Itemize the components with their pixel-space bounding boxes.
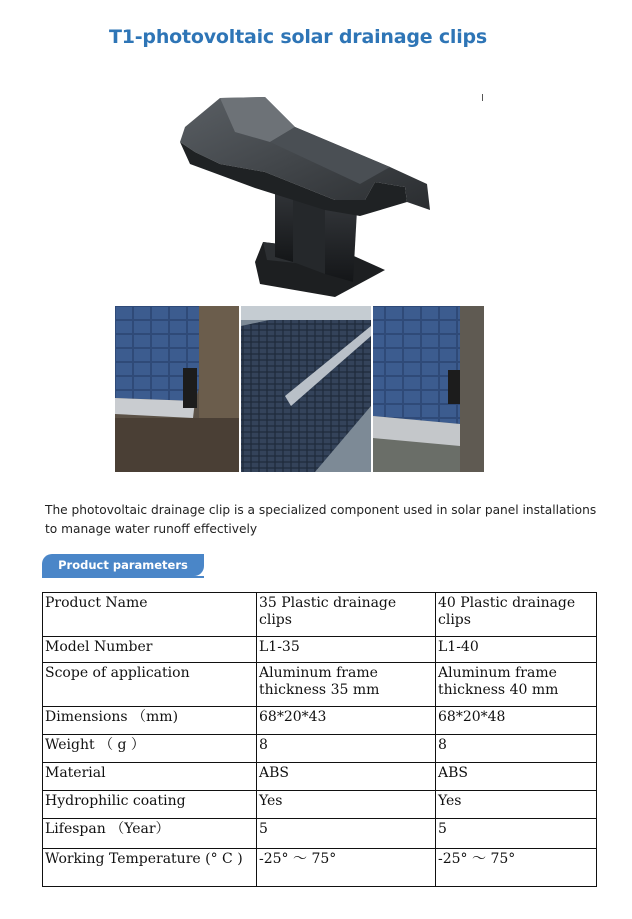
header-cell: Product Name <box>43 593 257 637</box>
installation-photos <box>115 306 484 472</box>
photo-panel-edge-left <box>115 306 239 472</box>
section-underline <box>42 576 204 578</box>
row-value: ABS <box>257 763 436 791</box>
row-label: Weight （ g ） <box>43 735 257 763</box>
table-header-row <box>43 593 597 637</box>
row-label: Model Number <box>43 637 257 663</box>
table-row <box>43 735 597 763</box>
table-row <box>43 819 597 849</box>
row-value: ABS <box>436 763 597 791</box>
page-title: T1-photovoltaic solar drainage clips <box>108 26 488 48</box>
photo-panel-edge-right <box>373 306 484 472</box>
table-row <box>43 849 597 887</box>
table-row <box>43 663 597 707</box>
row-value: Aluminum frame thickness 35 mm <box>257 663 436 707</box>
row-value: Yes <box>257 791 436 819</box>
product-description: The photovoltaic drainage clip is a specialized component used in solar panel installations to manage water runoff effectively <box>45 503 597 536</box>
row-value: 5 <box>436 819 597 849</box>
row-value: 5 <box>257 819 436 849</box>
row-value: 8 <box>257 735 436 763</box>
row-value: Yes <box>436 791 597 819</box>
row-value: L1-35 <box>257 637 436 663</box>
row-value: 68*20*48 <box>436 707 597 735</box>
table-row <box>43 637 597 663</box>
row-label: Working Temperature (° C ) <box>43 849 257 887</box>
row-label: Material <box>43 763 257 791</box>
row-label: Lifespan （Year） <box>43 819 257 849</box>
table-row <box>43 763 597 791</box>
section-label-product-parameters: Product parameters <box>42 554 204 576</box>
row-label: Dimensions （mm) <box>43 707 257 735</box>
table-row <box>43 791 597 819</box>
row-value: -25° ～ 75° <box>436 849 597 887</box>
row-value: Aluminum frame thickness 40 mm <box>436 663 597 707</box>
photo-roof-array <box>241 306 371 472</box>
table-row <box>43 707 597 735</box>
row-value: 68*20*43 <box>257 707 436 735</box>
row-value: 8 <box>436 735 597 763</box>
row-value: L1-40 <box>436 637 597 663</box>
row-label: Hydrophilic coating <box>43 791 257 819</box>
parameters-table <box>42 592 597 887</box>
row-value: -25° ～ 75° <box>257 849 436 887</box>
row-label: Scope of application <box>43 663 257 707</box>
stray-mark <box>482 94 483 101</box>
drainage-clip-image <box>175 92 440 302</box>
header-cell: 35 Plastic drainage clips <box>257 593 436 637</box>
header-cell: 40 Plastic drainage clips <box>436 593 597 637</box>
